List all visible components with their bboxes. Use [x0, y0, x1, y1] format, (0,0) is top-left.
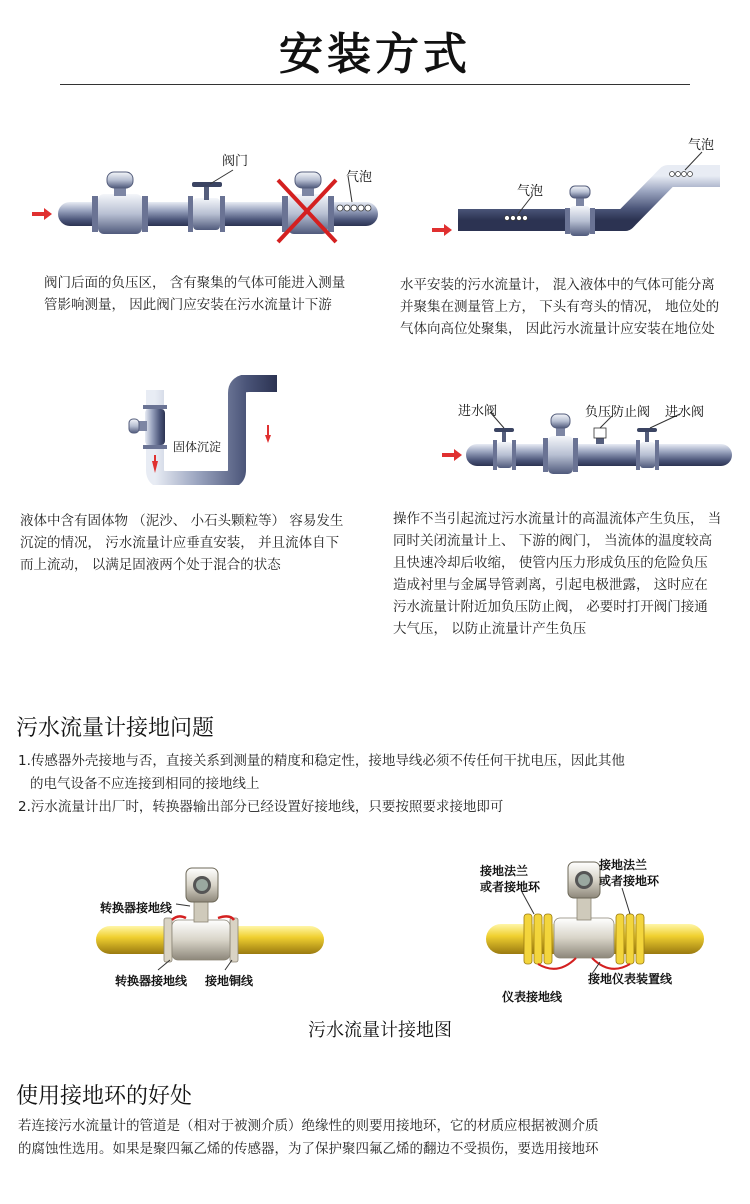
flowmeter-body — [548, 436, 573, 474]
flow-arrow-icon — [432, 224, 452, 236]
figure-caption: 污水流量计接地图 — [308, 1020, 452, 1041]
title-divider — [60, 84, 690, 85]
page-title: 安装方式 — [279, 29, 471, 80]
text-line: 且快速冷却后收缩， 使管内压力形成负压的危险负压 — [393, 555, 708, 571]
text-line: 的腐蚀性选用。如果是聚四氟乙烯的传感器，为了保护聚四氟乙烯的翻边不受损伤，要选用接地环 — [18, 1141, 599, 1157]
valve — [193, 198, 220, 230]
pipe — [155, 383, 277, 480]
text-line: 污水流量计附近加负压防止阀， 必要时打开阀门接通 — [393, 599, 708, 615]
text-line: 管影响测量， 因此阀门应安装在污水流量计下游 — [44, 297, 332, 313]
flow-arrow-icon — [442, 449, 462, 461]
label-inlet-valve: 进水阀 — [665, 405, 705, 420]
ring-description — [18, 1115, 743, 1161]
label-solid-sediment: 固体沉淀 — [173, 440, 222, 454]
negative-pressure-diagram — [440, 410, 740, 480]
label-ground-flange: 接地法兰 — [480, 864, 529, 878]
flowmeter-body — [570, 206, 590, 236]
flowmeter-body — [98, 194, 142, 234]
ground-wire — [172, 916, 186, 920]
text-line: 操作不当引起流过污水流量计的高温流体产生负压， 当 — [393, 511, 722, 527]
grounding-notes — [18, 750, 738, 819]
label-converter-ground-wire: 转换器接地线 — [115, 974, 188, 988]
horizontal-description — [400, 274, 745, 340]
label-bubble: 气泡 — [517, 184, 544, 199]
label-meter-ground-wire: 仪表接地线 — [502, 990, 563, 1004]
text-line: 并聚集在测量管上方， 下头有弯头的情况， 地位处的 — [400, 299, 720, 315]
inlet-valve — [497, 442, 512, 468]
text-line: 同时关闭流量计上、 下游的阀门， 当流体的温度较高 — [393, 533, 713, 549]
label-valve: 阀门 — [222, 154, 249, 169]
text-line: 2.污水流量计出厂时，转换器输出部分已经设置好接地线，只要按照要求接地即可 — [18, 799, 504, 815]
valve-installation-diagram — [30, 150, 380, 250]
horizontal-installation-diagram — [420, 130, 730, 250]
text-line: 液体中含有固体物 （泥沙、 小石头颗粒等） 容易发生 — [20, 513, 344, 529]
label-device-ground-wire: 接地仪表装置线 — [588, 972, 673, 986]
section-heading: 使用接地环的好处 — [16, 1084, 193, 1109]
label-converter-ground-wire: 转换器接地线 — [100, 901, 173, 915]
label-ground-flange: 接地法兰 — [599, 858, 648, 872]
text-line: 造成衬里与金属导管剥离，引起电极泄露， 这时应在 — [393, 577, 708, 593]
section-heading: 污水流量计接地问题 — [16, 716, 215, 741]
text-line: 水平安装的污水流量计， 混入液体中的气体可能分离 — [400, 277, 715, 293]
text-line: 而上流动， 以满足固液两个处于混合的状态 — [20, 557, 281, 573]
vertical-description — [20, 510, 370, 576]
inlet-valve — [640, 442, 655, 468]
vertical-installation-diagram — [125, 375, 285, 485]
text-line: 沉淀的情况， 污水流量计应垂直安装， 并且流体自下 — [20, 535, 340, 551]
grounding-diagram-left — [90, 858, 330, 978]
text-line: 气体向高位处聚集， 因此污水流量计应安装在地位处 — [400, 321, 715, 337]
label-negative-pressure-preventer: 负压防止阀 — [585, 405, 651, 420]
label-inlet-valve: 进水阀 — [458, 404, 498, 419]
label-ground-copper-wire: 接地铜线 — [205, 974, 254, 988]
bubble-icon — [337, 205, 371, 211]
flowmeter-body — [172, 920, 230, 960]
negative-pressure-description — [393, 508, 743, 640]
text-line: 1.传感器外壳接地与否，直接关系到测量的精度和稳定性，接地导线必须不传任何干扰电压，因此其他 — [18, 753, 625, 769]
flow-arrow-icon — [32, 208, 52, 220]
text-line: 阀门后面的负压区， 含有聚集的气体可能进入测量 — [44, 275, 346, 291]
text-line: 大气压， 以防止流量计产生负压 — [393, 621, 587, 637]
text-line: 的电气设备不应连接到相同的接地线上 — [30, 776, 260, 792]
label-bubble: 气泡 — [346, 170, 373, 185]
valve-description — [44, 272, 384, 316]
label-ground-ring: 或者接地环 — [480, 880, 541, 894]
label-bubble: 气泡 — [688, 138, 715, 153]
flowmeter-body — [554, 918, 614, 958]
label-ground-ring: 或者接地环 — [599, 874, 660, 888]
text-line: 若连接污水流量计的管道是（相对于被测介质）绝缘性的则要用接地环，它的材质应根据被测介质 — [18, 1118, 599, 1134]
flowmeter-body — [145, 409, 165, 445]
